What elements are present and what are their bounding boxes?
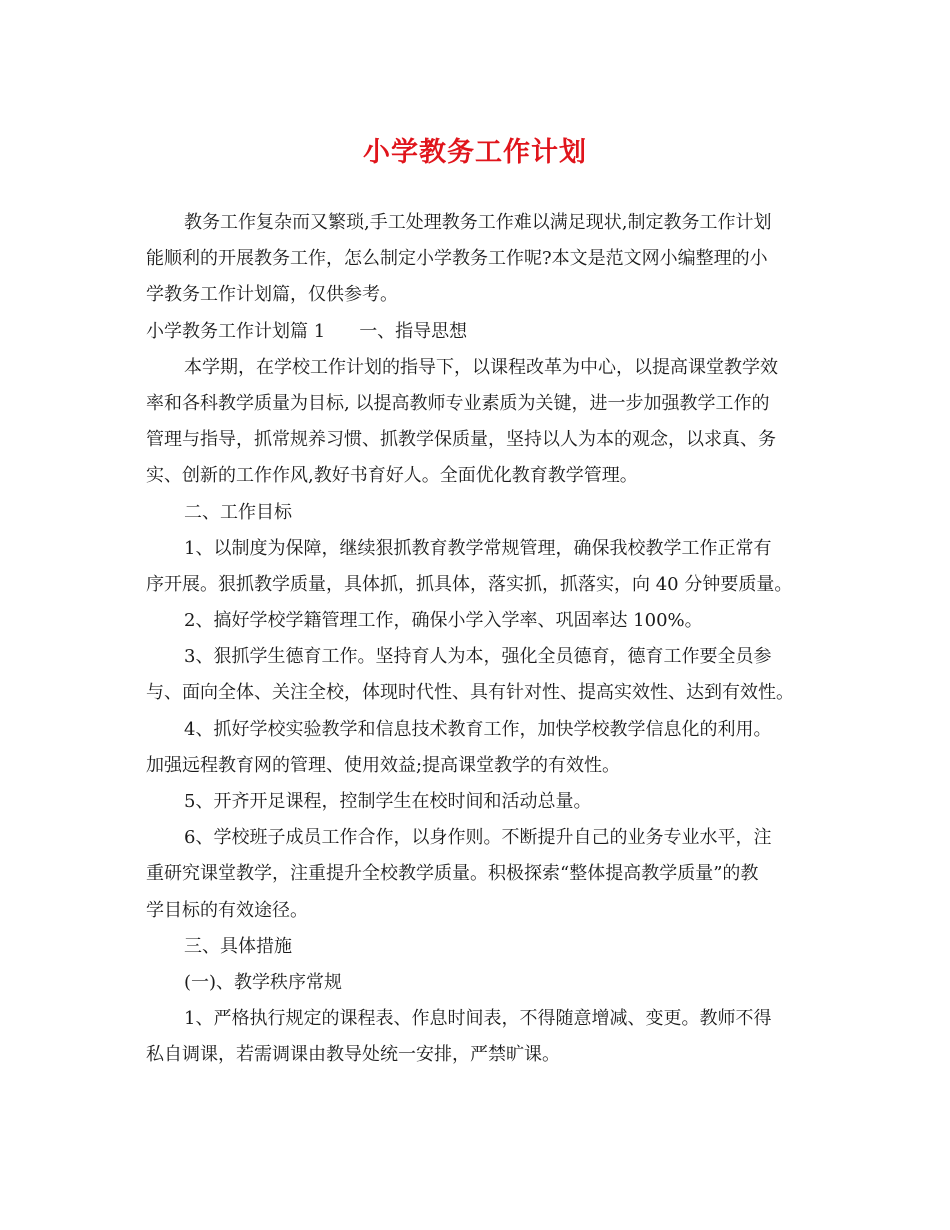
paragraph-line: 3、狠抓学生德育工作。坚持育人为本，强化全员德育，德育工作要全员参	[184, 646, 772, 668]
paragraph-line: 实、创新的工作作风,教好书育好人。全面优化教育教学管理。	[146, 465, 638, 487]
document-body	[146, 205, 806, 1074]
article-heading: 小学教务工作计划篇 1	[146, 320, 326, 342]
paragraph-line: 管理与指导，抓常规养习惯、抓教学保质量，坚持以人为本的观念，以求真、务	[146, 429, 776, 451]
paragraph-line: 能顺利的开展教务工作，怎么制定小学教务工作呢?本文是范文网小编整理的小	[146, 248, 768, 270]
paragraph-line: 序开展。狠抓教学质量，具体抓，抓具体，落实抓，抓落实，向 40 分钟要质量。	[146, 573, 793, 595]
paragraph-line: 学教务工作计划篇，仅供参考。	[146, 284, 398, 306]
section-heading-line	[146, 314, 806, 350]
paragraph-line: 1、严格执行规定的课程表、作息时间表，不得随意增减、变更。教师不得	[184, 1008, 772, 1030]
paragraph-line: 4、抓好学校实验教学和信息技术教育工作，加快学校教学信息化的利用。	[184, 718, 772, 740]
paragraph-line: 率和各科教学质量为目标, 以提高教师专业素质为关键，进一步加强教学工作的	[146, 392, 770, 414]
document-title: 小学教务工作计划	[363, 137, 587, 168]
paragraph-line: 5、开齐开足课程，控制学生在校时间和活动总量。	[184, 791, 592, 812]
paragraph-line: 重研究课堂教学，注重提升全校教学质量。积极探索“整体提高教学质量”的教	[146, 863, 759, 885]
paragraph-line: 教务工作复杂而又繁琐,手工处理教务工作难以满足现状,制定教务工作计划	[184, 212, 772, 233]
section-heading: 二、工作目标	[184, 501, 292, 523]
paragraph-line: 本学期，在学校工作计划的指导下，以课程改革为中心，以提高课堂教学效	[184, 356, 778, 378]
paragraph-line: 6、学校班子成员工作合作，以身作则。不断提升自己的业务专业水平，注	[184, 827, 772, 849]
subsection-heading: (一)、教学秩序常规	[184, 971, 343, 993]
paragraph-line: 与、面向全体、关注全校，体现时代性、具有针对性、提高实效性、达到有效性。	[146, 682, 794, 704]
paragraph-line: 2、搞好学校学籍管理工作，确保小学入学率、巩固率达 100%。	[184, 610, 703, 632]
section-heading: 一、指导思想	[359, 320, 468, 342]
section-heading: 三、具体措施	[184, 935, 292, 957]
paragraph-line: 加强远程教育网的管理、使用效益;提高课堂教学的有效性。	[146, 754, 621, 776]
paragraph-line: 1、以制度为保障，继续狠抓教育教学常规管理，确保我校教学工作正常有	[184, 537, 772, 559]
paragraph-line: 私自调课，若需调课由教导处统一安排，严禁旷课。	[146, 1044, 560, 1066]
paragraph-line: 学目标的有效途径。	[146, 899, 308, 921]
